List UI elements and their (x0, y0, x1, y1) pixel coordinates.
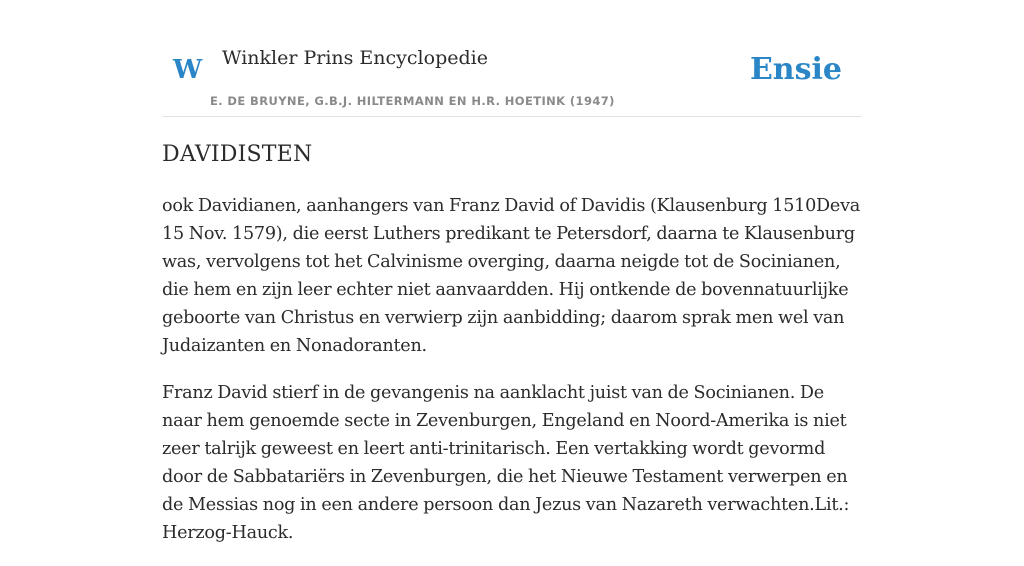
entry-title: DAVIDISTEN (162, 142, 313, 167)
site-title: Winkler Prins Encyclopedie (222, 47, 488, 69)
authors-line: E. DE BRUYNE, G.B.J. HILTERMANN EN H.R. HOETINK (1947) (210, 94, 615, 108)
site-header (162, 0, 862, 117)
brand-logo[interactable]: Ensie (749, 52, 842, 87)
entry-paragraph-1: ook Davidianen, aanhangers van Franz David of Davidis (Klausenburg 1510Deva 15 Nov. 1579), die eerst Luthers predikant te Petersdorf, daarna te Klausenburg was, vervolgens tot het Calvinisme overging, daarna neigde tot de Socinianen, die hem en zijn leer echter niet aanvaardden. Hij ontkende de bovennatuurlijke geboorte van Christus en verwierp zijn aanbidding; daarom sprak men wel van Judaizanten en Nonadoranten. (162, 196, 860, 356)
page (162, 0, 862, 543)
entry-body (162, 192, 864, 566)
entry-paragraph-2: Franz David stierf in de gevangenis na aanklacht juist van de Socinianen. De naar hem genoemde secte in Zevenburgen, Engeland en Noord-Amerika is niet zeer talrijk geweest en leert anti-trinitarisch. Een vertakking wordt gevormd door de Sabbatariërs in Zevenburgen, die het Nieuwe Testament verwerpen en de Messias nog in een andere persoon dan Jezus van Nazareth verwachten.Lit.: Herzog-Hauck. (162, 383, 850, 543)
logo-icon[interactable]: W (173, 55, 203, 85)
